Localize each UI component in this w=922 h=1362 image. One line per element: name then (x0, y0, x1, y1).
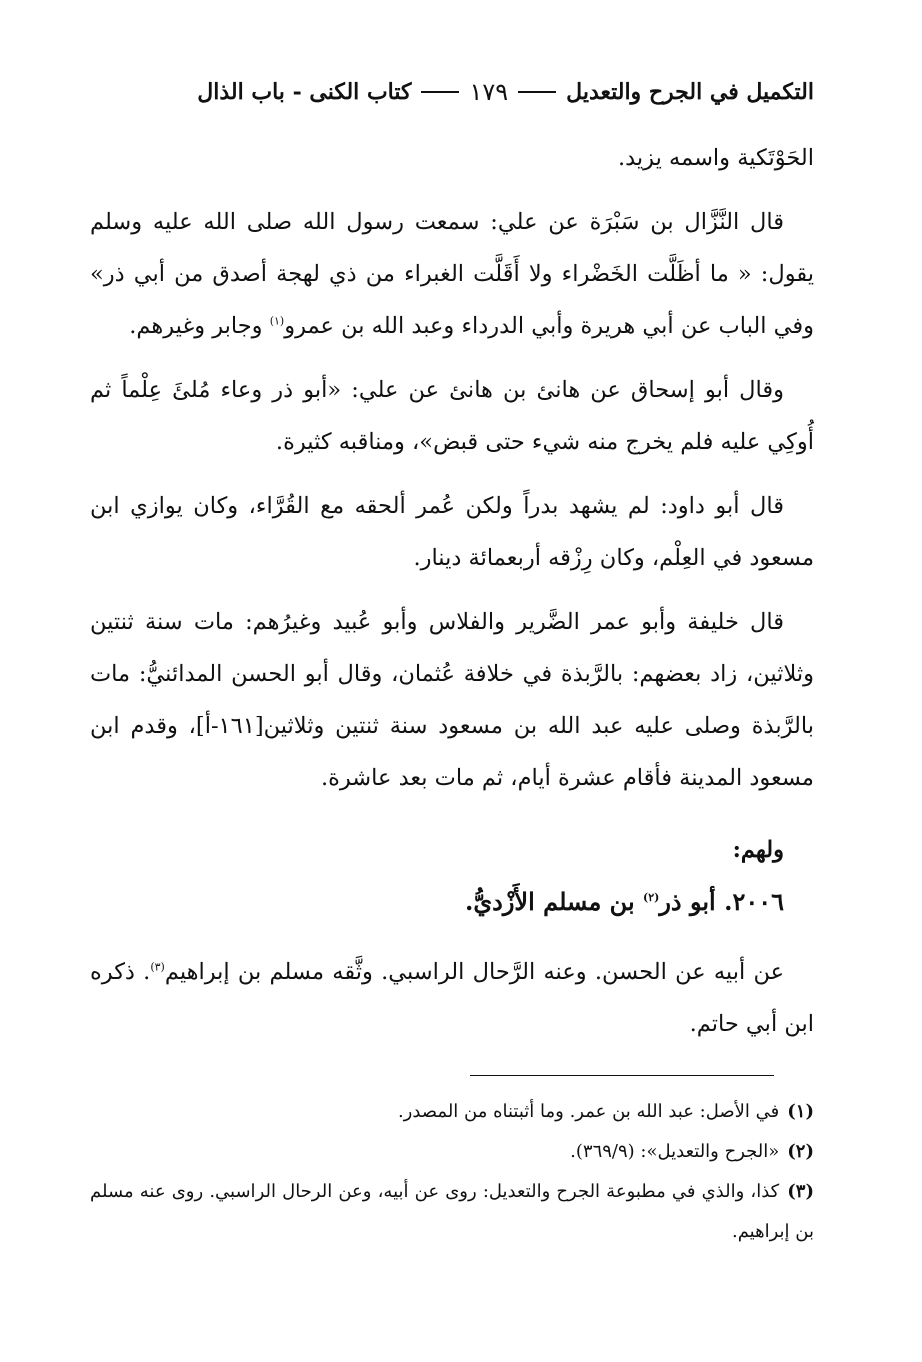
footnote-text: «الجرح والتعديل»: (٣٦٩/٩). (570, 1141, 780, 1162)
footnote-text: في الأصل: عبد الله بن عمر. وما أثبتناه من المصدر. (397, 1101, 780, 1122)
footnote (90, 1172, 814, 1252)
main-text (90, 132, 814, 1062)
header-dash (518, 91, 556, 93)
footnote-text: كذا، والذي في مطبوعة الجرح والتعديل: روى عن أبيه، وعن الرحال الراسبي. روى عنه مسلم بن إبراهيم. (90, 1181, 814, 1242)
footnote-number: (٣) (787, 1181, 814, 1202)
subheading: ولهم: (732, 837, 784, 863)
running-header (130, 72, 814, 112)
entry-title (90, 876, 814, 928)
paragraph-text: عن أبيه عن الحسن. وعنه الرَّحال الراسبي. وثَّقه مسلم بن إبراهيم (164, 959, 785, 985)
section-title: كتاب الكنى - باب الذال (197, 79, 412, 105)
paragraph: قال خليفة وأبو عمر الضَّرير والفلاس وأبو عُبيد وغيرُهم: مات سنة ثنتين وثلاثين، زاد بعضهم: بالرَّبذة في خلافة عُثمان، وقال أبو الحسن المدائنيُّ: مات بالرَّبذة وصلى عليه عبد الله بن مسعود سنة ثنتين وثلاثين[١٦١-أ]، وقدم ابن مسعود المدينة فأقام عشرة أيام، ثم مات بعد عاشرة. (90, 609, 814, 791)
paragraph-text: وجابر وغيرهم. (129, 313, 270, 339)
footnote-ref: (٢) (642, 891, 660, 904)
footnote-number: (٢) (787, 1141, 814, 1162)
footnote-separator (470, 1075, 774, 1076)
paragraph-text: قال النَّزَّال بن سَبْرَة عن علي: سمعت رسول الله صلى الله عليه وسلم يقول: « ما أظَلَّت الخَضْراء ولا أَقَلَّت الغبراء من ذي لهجة أصدق من أبي ذر» وفي الباب عن أبي هريرة وأبي الدرداء وعبد الله بن عمرو (90, 209, 814, 339)
paragraph: قال أبو داود: لم يشهد بدراً ولكن عُمر ألحقه مع القُرَّاء، وكان يوازي ابن مسعود في العِلْم، وكان رِزْقه أربعمائة دينار. (90, 493, 814, 571)
footnote-ref: (٣) (150, 960, 165, 974)
entry-text: بن مسلم الأَزْديُّ. (465, 887, 643, 916)
footnote-ref: (١) (269, 314, 285, 328)
page-number: ١٧٩ (469, 78, 509, 106)
footnote-number: (١) (787, 1101, 814, 1122)
entry-text: ٢٠٠٦. أبو ذر (659, 887, 784, 916)
header-dash (421, 91, 459, 93)
paragraph: وقال أبو إسحاق عن هانئ بن هانئ عن علي: «أبو ذر وعاء مُلئَ عِلْماً ثم أُوكِي عليه فلم يخرج منه شيء حتى قبض»، ومناقبه كثيرة. (90, 377, 814, 455)
paragraph: الحَوْتَكية واسمه يزيد. (617, 145, 814, 171)
footnote (90, 1092, 814, 1132)
paragraph-text: . ذكره ابن أبي حاتم. (90, 959, 814, 1037)
footnotes (90, 1092, 814, 1252)
footnote (90, 1132, 814, 1172)
paragraph (90, 196, 814, 352)
paragraph (90, 946, 814, 1050)
book-title: التكميل في الجرح والتعديل (566, 79, 814, 105)
